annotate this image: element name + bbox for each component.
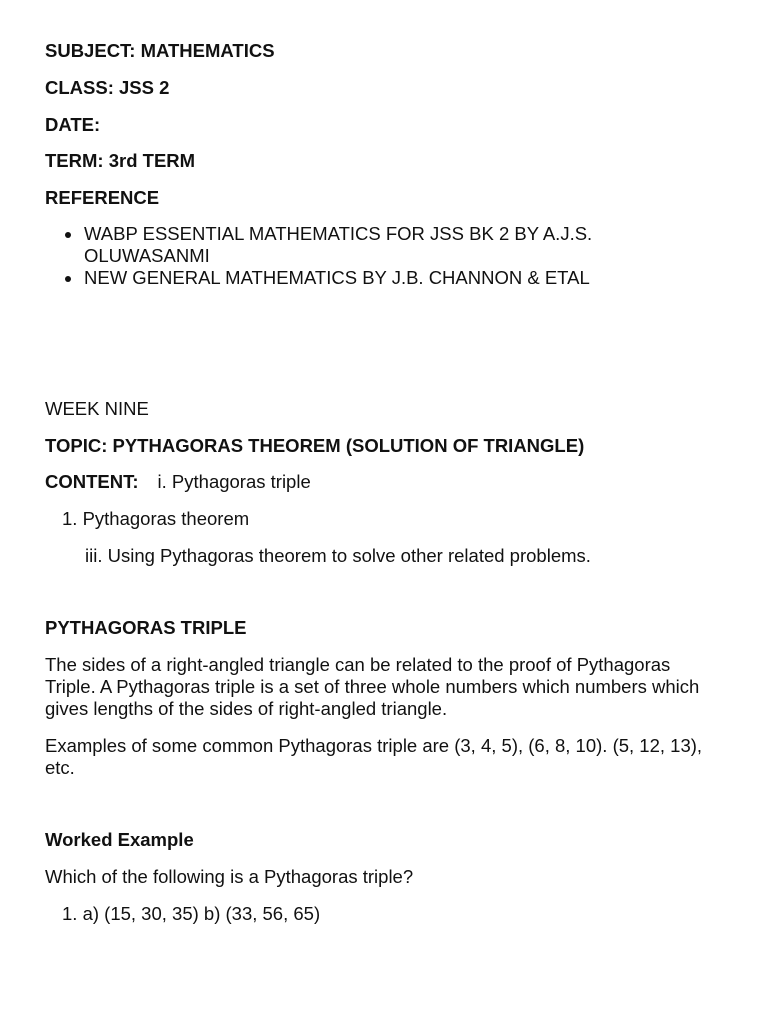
bullet-icon <box>65 232 71 238</box>
reference-heading: REFERENCE <box>45 187 160 208</box>
reference-text: WABP ESSENTIAL MATHEMATICS FOR JSS BK 2 BY A.J.S. OLUWASANMI <box>84 223 593 266</box>
class-line: CLASS: JSS 2 <box>45 77 170 98</box>
content-line <box>45 471 728 493</box>
content-item: iii. Using Pythagoras theorem to solve other related problems. <box>85 545 591 566</box>
pythagoras-triple-examples: Examples of some common Pythagoras triple are (3, 4, 5), (6, 8, 10). (5, 12, 13), etc. <box>45 735 703 778</box>
worked-example-heading: Worked Example <box>45 829 194 850</box>
content-item: i. Pythagoras triple <box>157 471 311 492</box>
worked-example-question: Which of the following is a Pythagoras triple? <box>45 866 414 887</box>
subject-line: SUBJECT: MATHEMATICS <box>45 40 275 61</box>
week-line: WEEK NINE <box>45 398 149 419</box>
date-line: DATE: <box>45 114 101 135</box>
term-line: TERM: 3rd TERM <box>45 150 196 171</box>
reference-item <box>45 223 685 267</box>
content-item: 1. Pythagoras theorem <box>62 508 250 529</box>
reference-item <box>45 267 685 289</box>
content-label: CONTENT: <box>45 471 139 492</box>
pythagoras-triple-paragraph: The sides of a right-angled triangle can be related to the proof of Pythagoras Triple. A Pythagoras triple is a set of three whole numbers which numbers which gives lengths of the sides of right-angled triangle. <box>45 654 700 719</box>
topic-line: TOPIC: PYTHAGORAS THEOREM (SOLUTION OF TRIANGLE) <box>45 435 585 456</box>
reference-text: NEW GENERAL MATHEMATICS BY J.B. CHANNON & ETAL <box>84 267 590 288</box>
pythagoras-triple-heading: PYTHAGORAS TRIPLE <box>45 617 247 638</box>
reference-list <box>45 223 685 289</box>
worked-example-item: 1. a) (15, 30, 35) b) (33, 56, 65) <box>62 903 321 924</box>
bullet-icon <box>65 276 71 282</box>
